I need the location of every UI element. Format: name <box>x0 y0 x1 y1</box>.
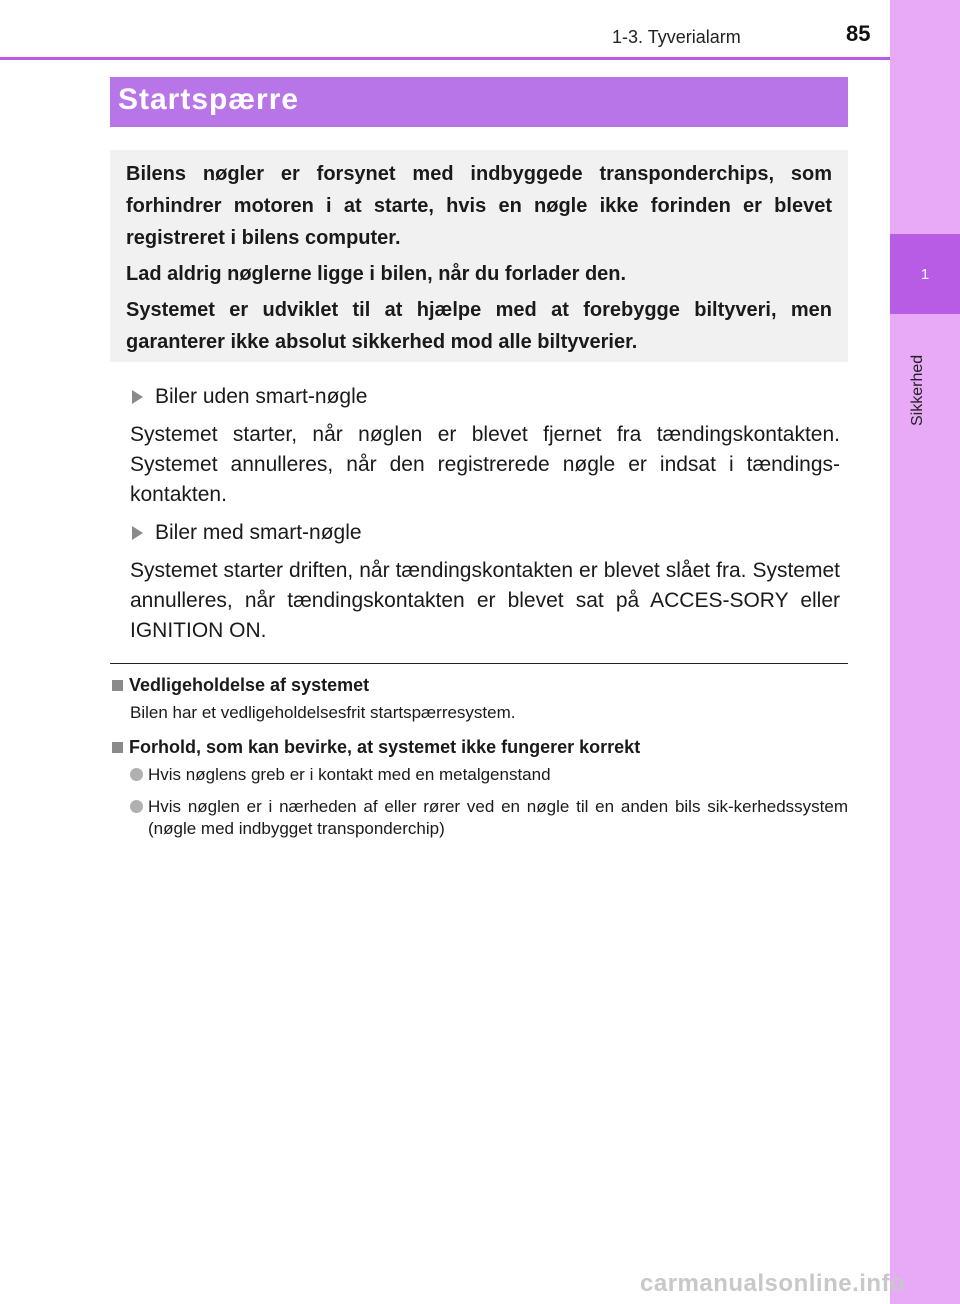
note-bullet-text: Hvis nøglens greb er i kontakt med en metalgenstand <box>148 765 551 784</box>
chapter-label: Sikkerhed <box>909 354 926 426</box>
note-heading-label: Vedligeholdelse af systemet <box>129 675 370 695</box>
section-heading <box>130 518 840 548</box>
intro-paragraph: Lad aldrig nøglerne ligge i bilen, når du forlader den. <box>126 263 627 285</box>
section-heading-label: Biler med smart-nøgle <box>155 521 362 544</box>
note-heading-label: Forhold, som kan bevirke, at systemet ikke fungerer korrekt <box>129 737 641 757</box>
square-bullet-icon <box>112 742 123 753</box>
note-bullet <box>130 796 848 840</box>
note-heading <box>112 736 848 758</box>
intro-box <box>110 150 848 362</box>
page-title: Startspærre <box>110 77 848 127</box>
triangle-bullet-icon <box>132 526 143 540</box>
notes-section <box>112 674 848 850</box>
watermark: carmanualsonline.info <box>640 1270 906 1297</box>
section-body: Systemet starter driften, når tændingskontakten er blevet slået fra. Systemet annulleres, når tændingskontakten er blevet sat på ACCES-SORY eller IGNITION ON. <box>130 559 840 642</box>
intro-paragraph: Systemet er udviklet til at hjælpe med at forebygge biltyveri, men garanterer ikke absolut sikkerhed mod alle biltyverier. <box>126 299 832 353</box>
section-heading-label: Biler uden smart-nøgle <box>155 385 368 408</box>
note-text: Bilen har et vedligeholdelsesfrit startspærresystem. <box>130 703 516 722</box>
notes-divider <box>110 663 848 664</box>
section-body: Systemet starter, når nøglen er blevet fjernet fra tændingskontakten. Systemet annulleres, når den registrerede nøgle er indsat i tændings-kontakten. <box>130 423 840 506</box>
header-divider <box>0 57 890 60</box>
circle-bullet-icon <box>130 768 143 781</box>
chapter-side-tab <box>890 0 960 1304</box>
note-bullet-text: Hvis nøglen er i nærheden af eller rører ved en nøgle til en anden bils sik-kerhedssystem (nøgle med indbygget transponderchip) <box>148 797 848 838</box>
header-section-title: 1-3. Tyverialarm <box>612 27 741 47</box>
note-bullet <box>130 764 848 786</box>
section-heading <box>130 382 840 412</box>
chapter-number: 1 <box>920 265 930 283</box>
note-heading <box>112 674 848 696</box>
square-bullet-icon <box>112 680 123 691</box>
intro-paragraph: Bilens nøgler er forsynet med indbyggede transponderchips, som forhindrer motoren i at starte, hvis en nøgle ikke forinden er blevet registreret i bilens computer. <box>126 163 832 249</box>
main-content <box>130 382 840 654</box>
page-number: 85 <box>846 21 871 46</box>
circle-bullet-icon <box>130 800 143 813</box>
triangle-bullet-icon <box>132 390 143 404</box>
chapter-number-badge <box>890 234 960 314</box>
